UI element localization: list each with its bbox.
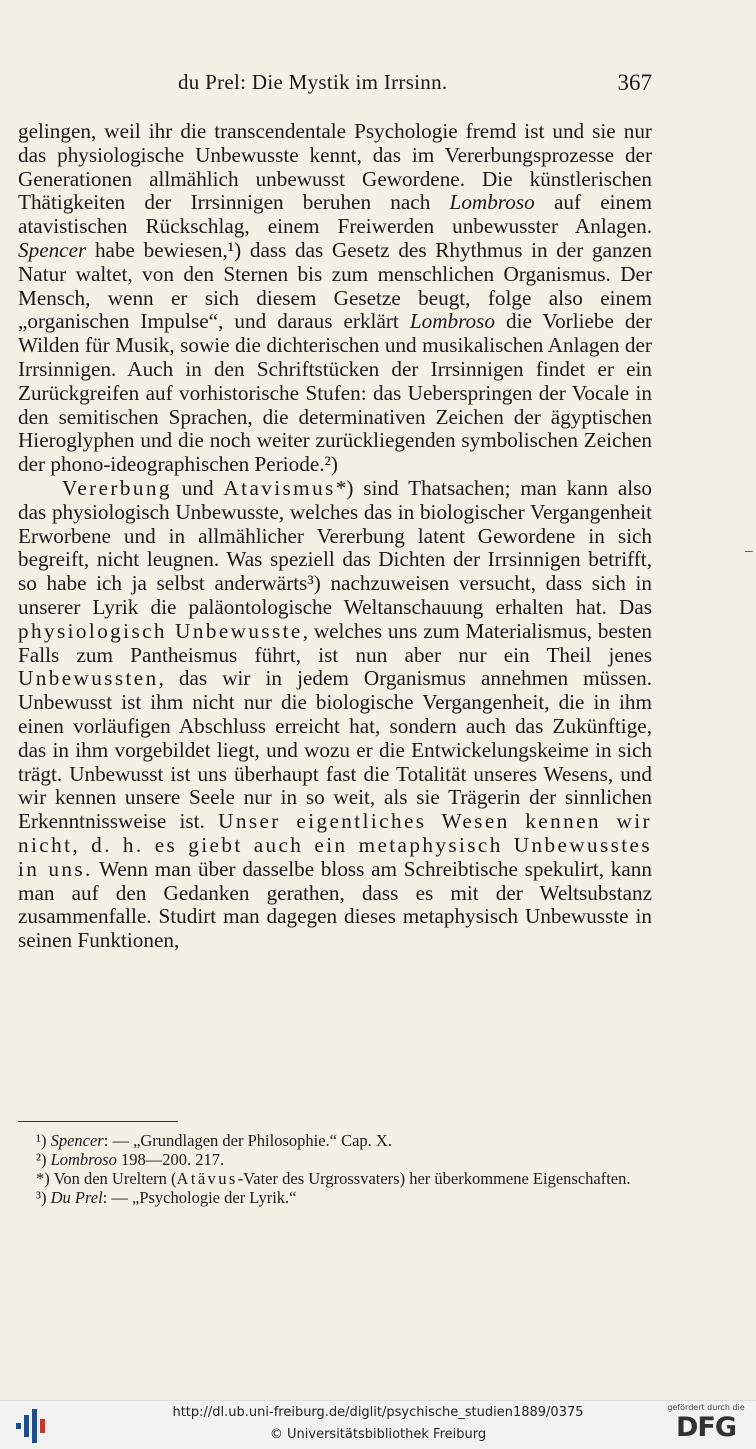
paragraph-2 <box>18 477 652 953</box>
footnote-marker: ²) <box>36 1150 51 1169</box>
footnote-text: 198—200. 217. <box>116 1150 225 1169</box>
dfg-logo-icon: DFG <box>675 1412 737 1443</box>
footnote-2 <box>18 1150 652 1169</box>
copyright-notice: © Universitätsbibliothek Freiburg <box>269 1427 487 1442</box>
dfg-caption: gefördert durch die <box>667 1403 745 1412</box>
footnote-text: : — „Grundlagen der Philosophie.“ Cap. X. <box>103 1131 392 1150</box>
footnote-rule <box>18 1121 178 1122</box>
author-name: Lombroso <box>409 309 495 334</box>
spaced-term: Unser eigentliches Wesen kennen wir nicht, d. h. es giebt auch ein metaphysisch Unbewusstes in uns. <box>18 809 652 881</box>
footnote-4 <box>18 1188 652 1207</box>
paragraph-1 <box>18 120 652 477</box>
text-run: gelingen, weil ihr die transcendentale Psychologie fremd ist und sie nur das physiologische Unbewusste kennt, das im Vererbungsprozesse der Generationen allmählich unbewusst Gewordene. Die künstlerischen Thätigkeiten der Irrsinnigen beruhen nach <box>18 119 652 215</box>
author-name: Lombroso <box>50 1150 117 1169</box>
footnote-3 <box>18 1169 652 1188</box>
margin-mark <box>745 551 753 552</box>
text-run: die Vorliebe der Wilden für Musik, sowie die dichterischen und musikalischen Anlagen der Irrsinnigen. Auch in den Schriftstücken der Irrsinnigen findet er ein Zurückgreifen auf vorhistorische Stufen: das Ueberspringen der Vocale in den semitischen Sprachen, die determinativen Zeichen der ägyptischen Hieroglyphen und die noch weiter zurückliegenden symbolischen Zeichen der phono-ideographischen Periode.²) <box>18 309 652 477</box>
author-name: Lombroso <box>449 190 535 215</box>
text-run: auf einem atavistischen Rückschlag, einem Freiwerden unbewusster Anlagen. <box>18 190 653 239</box>
author-name: Spencer <box>50 1131 104 1150</box>
ub-freiburg-logo-icon <box>16 1409 50 1443</box>
footnotes <box>18 1131 652 1207</box>
page-header <box>18 70 652 102</box>
text-run: , welches uns zum Materialismus, besten Falls zum Pantheismus führt, ist nun aber nur ein Theil jenes <box>18 618 652 667</box>
author-name: Spencer <box>18 237 87 262</box>
text-run: *) sind Thatsachen; man kann also das physiologisch Unbewusste, welches das in biologischer Vergangenheit Erworbene und in allmählicher Vererbung latent Gewordene in sich begreift, nicht leugnen. Was speziell das Dichten der Irrsinnigen betrifft, so habe ich ja selbst anderwärts³) nachzuweisen versucht, dass sich in unserer Lyrik die paläontologische Weltanschauung erhalten hat. Das <box>18 475 652 619</box>
text-run: habe bewiesen,¹) dass das Gesetz des Rhythmus in der ganzen Natur waltet, von den Sternen bis zum menschlichen Organismus. Der Mensch, wenn er sich diesem Gesetze beugt, folge also einem „organischen Impulse“, und daraus erklärt <box>18 237 652 334</box>
author-name: Du Prel <box>50 1188 103 1207</box>
spaced-term: Atävus <box>176 1169 238 1188</box>
viewer-footer <box>0 1400 756 1449</box>
text-run: und <box>171 475 224 500</box>
spaced-term: Vererbung <box>62 475 172 500</box>
spaced-term: physiologisch Unbewusste <box>18 618 303 643</box>
running-title: du Prel: Die Mystik im Irrsinn. <box>178 70 448 94</box>
spaced-term: Atavismus <box>223 475 336 500</box>
text-run: , das wir in jedem Organismus annehmen müssen. Unbewusst ist ihm nicht nur die biologische Vergangenheit, die in ihm einen vorläufigen Abschluss erreicht hat, sondern auch das Zukünftige, das in ihm vorgebildet liegt, und wozu er die Entwickelungskeime in sich trägt. Unbewusst ist uns überhaupt fast die Totalität unseres Wesens, und wir kennen unsere Seele nur in so weit, als sie Trägerin der sinnlichen Erkenntnissweise ist. <box>18 666 652 834</box>
page-number: 367 <box>617 70 652 95</box>
footnote-1 <box>18 1131 652 1150</box>
footnote-marker: ¹) <box>36 1131 51 1150</box>
footnote-text: : — „Psychologie der Lyrik.“ <box>102 1188 297 1207</box>
dfg-badge <box>666 1403 746 1447</box>
body-text <box>18 120 652 953</box>
permalink-url[interactable]: http://dl.ub.uni-freiburg.de/diglit/psychische_studien1889/0375 <box>172 1405 584 1420</box>
footnote-text: *) Von den Ureltern ( <box>36 1169 177 1188</box>
spaced-term: Unbewussten <box>18 666 159 691</box>
footnote-marker: ³) <box>36 1188 51 1207</box>
text-run: Wenn man über dasselbe bloss am Schreibtische spekulirt, kann man auf den Gedanken gerathen, dass es mit der Weltsubstanz zusammenfalle. Studirt man dagegen dieses metaphysisch Unbewusste in seinen Funktionen, <box>18 856 652 953</box>
footnote-text: -Vater des Urgrossvaters) her überkommene Eigenschaften. <box>237 1169 631 1188</box>
